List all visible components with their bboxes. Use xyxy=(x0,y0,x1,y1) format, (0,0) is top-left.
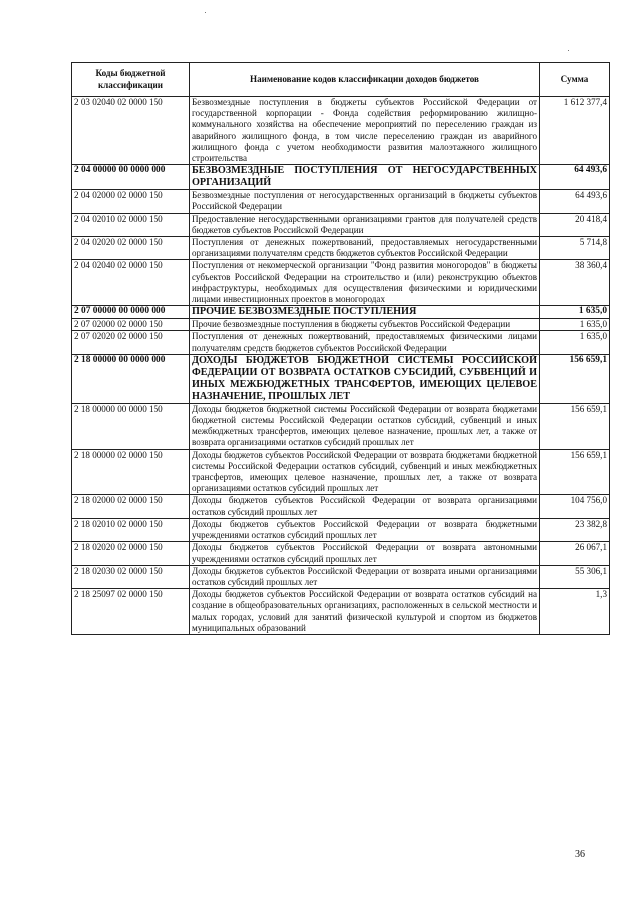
table-row xyxy=(72,589,610,635)
row-name: ПРОЧИЕ БЕЗВОЗМЕЗДНЫЕ ПОСТУПЛЕНИЯ xyxy=(190,306,540,319)
table-row xyxy=(72,213,610,236)
row-name: Доходы бюджетов субъектов Российской Федерации от возврата бюджетными учреждениями остатков субсидий прошлых лет xyxy=(190,518,540,541)
row-sum: 1 635,0 xyxy=(540,319,610,331)
row-code: 2 04 02040 02 0000 150 xyxy=(72,260,190,306)
row-code: 2 18 00000 00 0000 000 xyxy=(72,354,190,403)
row-name: Доходы бюджетов субъектов Российской Федерации от возврата организациями остатков субсидий прошлых лет xyxy=(190,495,540,518)
row-sum: 156 659,1 xyxy=(540,403,610,449)
row-sum: 156 659,1 xyxy=(540,449,610,495)
row-name: Доходы бюджетов субъектов Российской Федерации от возврата иными организациями остатков субсидий прошлых лет xyxy=(190,565,540,588)
row-name: Поступления от денежных пожертвований, предоставляемых негосударственными организациями получателям средств бюджетов субъектов Российской Федерации xyxy=(190,237,540,260)
row-name: Безвозмездные поступления от негосударственных организаций в бюджеты субъектов Российской Федерации xyxy=(190,190,540,213)
header-code: Коды бюджетной классификации xyxy=(72,63,190,97)
table-row xyxy=(72,97,610,165)
row-sum: 156 659,1 xyxy=(540,354,610,403)
row-name: Доходы бюджетов субъектов Российской Федерации от возврата автономными учреждениями остатков субсидий прошлых лет xyxy=(190,542,540,565)
row-sum: 55 306,1 xyxy=(540,565,610,588)
table-row xyxy=(72,495,610,518)
scan-speck xyxy=(205,12,206,13)
row-code: 2 18 02000 02 0000 150 xyxy=(72,495,190,518)
row-code: 2 07 02020 02 0000 150 xyxy=(72,331,190,354)
row-sum: 64 493,6 xyxy=(540,165,610,190)
scan-speck xyxy=(568,50,569,51)
row-sum: 23 382,8 xyxy=(540,518,610,541)
row-sum: 64 493,6 xyxy=(540,190,610,213)
table-row-section xyxy=(72,165,610,190)
table-row xyxy=(72,190,610,213)
row-sum: 1 635,0 xyxy=(540,306,610,319)
table-row xyxy=(72,403,610,449)
row-sum: 1 612 377,4 xyxy=(540,97,610,165)
row-name: Поступления от некомерческой организации "Фонд развития моногородов" в бюджеты субъектов Российской Федерации на строительство и (или) реконструкцию объектов инфраструктуры, необходимых для осуществления физическими и юридическими лицами инвестиционных проектов в моногородах xyxy=(190,260,540,306)
row-name: Доходы бюджетов бюджетной системы Российской Федерации от возврата бюджетами бюджетной системы Российской Федерации остатков субсидий, субвенций и иных межбюджетных трансфертов, имеющих целевое назначение, прошлых лет, а также от возврата организациями остатков субсидий прошлых лет xyxy=(190,403,540,449)
budget-revenue-table xyxy=(71,62,610,635)
table-row-section xyxy=(72,306,610,319)
row-name: Поступления от денежных пожертвований, предоставляемых физическими лицами получателям средств бюджетов субъектов Российской Федерации xyxy=(190,331,540,354)
row-sum: 26 067,1 xyxy=(540,542,610,565)
row-code: 2 04 02000 02 0000 150 xyxy=(72,190,190,213)
row-name: Доходы бюджетов субъектов Российской Федерации от возврата остатков субсидий на создание в общеобразовательных организациях, расположенных в сельской местности и малых городах, условий для занятий физической культурой и спортом из бюджетов муниципальных образований xyxy=(190,589,540,635)
header-sum: Сумма xyxy=(540,63,610,97)
row-name: ДОХОДЫ БЮДЖЕТОВ БЮДЖЕТНОЙ СИСТЕМЫ РОССИЙСКОЙ ФЕДЕРАЦИИ ОТ ВОЗВРАТА ОСТАТКОВ СУБСИДИЙ, СУБВЕНЦИЙ И ИНЫХ МЕЖБЮДЖЕТНЫХ ТРАНСФЕРТОВ, ИМЕЮЩИХ ЦЕЛЕВОЕ НАЗНАЧЕНИЕ, ПРОШЛЫХ ЛЕТ xyxy=(190,354,540,403)
row-name: БЕЗВОЗМЕЗДНЫЕ ПОСТУПЛЕНИЯ ОТ НЕГОСУДАРСТВЕННЫХ ОРГАНИЗАЦИЙ xyxy=(190,165,540,190)
table-row xyxy=(72,260,610,306)
row-sum: 1 635,0 xyxy=(540,331,610,354)
row-name: Прочие безвозмездные поступления в бюджеты субъектов Российской Федерации xyxy=(190,319,540,331)
row-code: 2 18 02030 02 0000 150 xyxy=(72,565,190,588)
page-number: 36 xyxy=(575,849,585,860)
row-code: 2 18 00000 00 0000 150 xyxy=(72,403,190,449)
table-row-section xyxy=(72,354,610,403)
row-code: 2 07 02000 02 0000 150 xyxy=(72,319,190,331)
table-row xyxy=(72,565,610,588)
row-code: 2 03 02040 02 0000 150 xyxy=(72,97,190,165)
table-row xyxy=(72,449,610,495)
row-sum: 20 418,4 xyxy=(540,213,610,236)
table-row xyxy=(72,518,610,541)
row-code: 2 18 25097 02 0000 150 xyxy=(72,589,190,635)
row-code: 2 04 02010 02 0000 150 xyxy=(72,213,190,236)
row-code: 2 04 00000 00 0000 000 xyxy=(72,165,190,190)
row-sum: 1,3 xyxy=(540,589,610,635)
row-sum: 104 756,0 xyxy=(540,495,610,518)
row-code: 2 18 00000 02 0000 150 xyxy=(72,449,190,495)
row-name: Предоставление негосударственными организациями грантов для получателей средств бюджетов субъектов Российской Федерации xyxy=(190,213,540,236)
row-sum: 38 360,4 xyxy=(540,260,610,306)
table-row xyxy=(72,319,610,331)
table-row xyxy=(72,542,610,565)
table-row xyxy=(72,331,610,354)
row-code: 2 04 02020 02 0000 150 xyxy=(72,237,190,260)
row-code: 2 07 00000 00 0000 000 xyxy=(72,306,190,319)
header-name: Наименование кодов классификации доходов бюджетов xyxy=(190,63,540,97)
row-code: 2 18 02010 02 0000 150 xyxy=(72,518,190,541)
row-code: 2 18 02020 02 0000 150 xyxy=(72,542,190,565)
row-name: Доходы бюджетов субъектов Российской Федерации от возврата бюджетами бюджетной системы Российской Федерации остатков субсидий, субвенций и иных межбюджетных трансфертов, имеющих целевое назначение, прошлых лет, а также от возврата организациями остатков субсидий прошлых лет xyxy=(190,449,540,495)
table-row xyxy=(72,237,610,260)
table-header-row xyxy=(72,63,610,97)
row-sum: 5 714,8 xyxy=(540,237,610,260)
row-name: Безвозмездные поступления в бюджеты субъектов Российской Федерации от государственной корпорации - Фонда содействия реформированию жилищно-коммунального хозяйства на обеспечение мероприятий по переселению граждан из аварийного жилищного фонда, в том числе переселению граждан из аварийного жилищного фонда с учетом необходимости развития малоэтажного жилищного строительства xyxy=(190,97,540,165)
